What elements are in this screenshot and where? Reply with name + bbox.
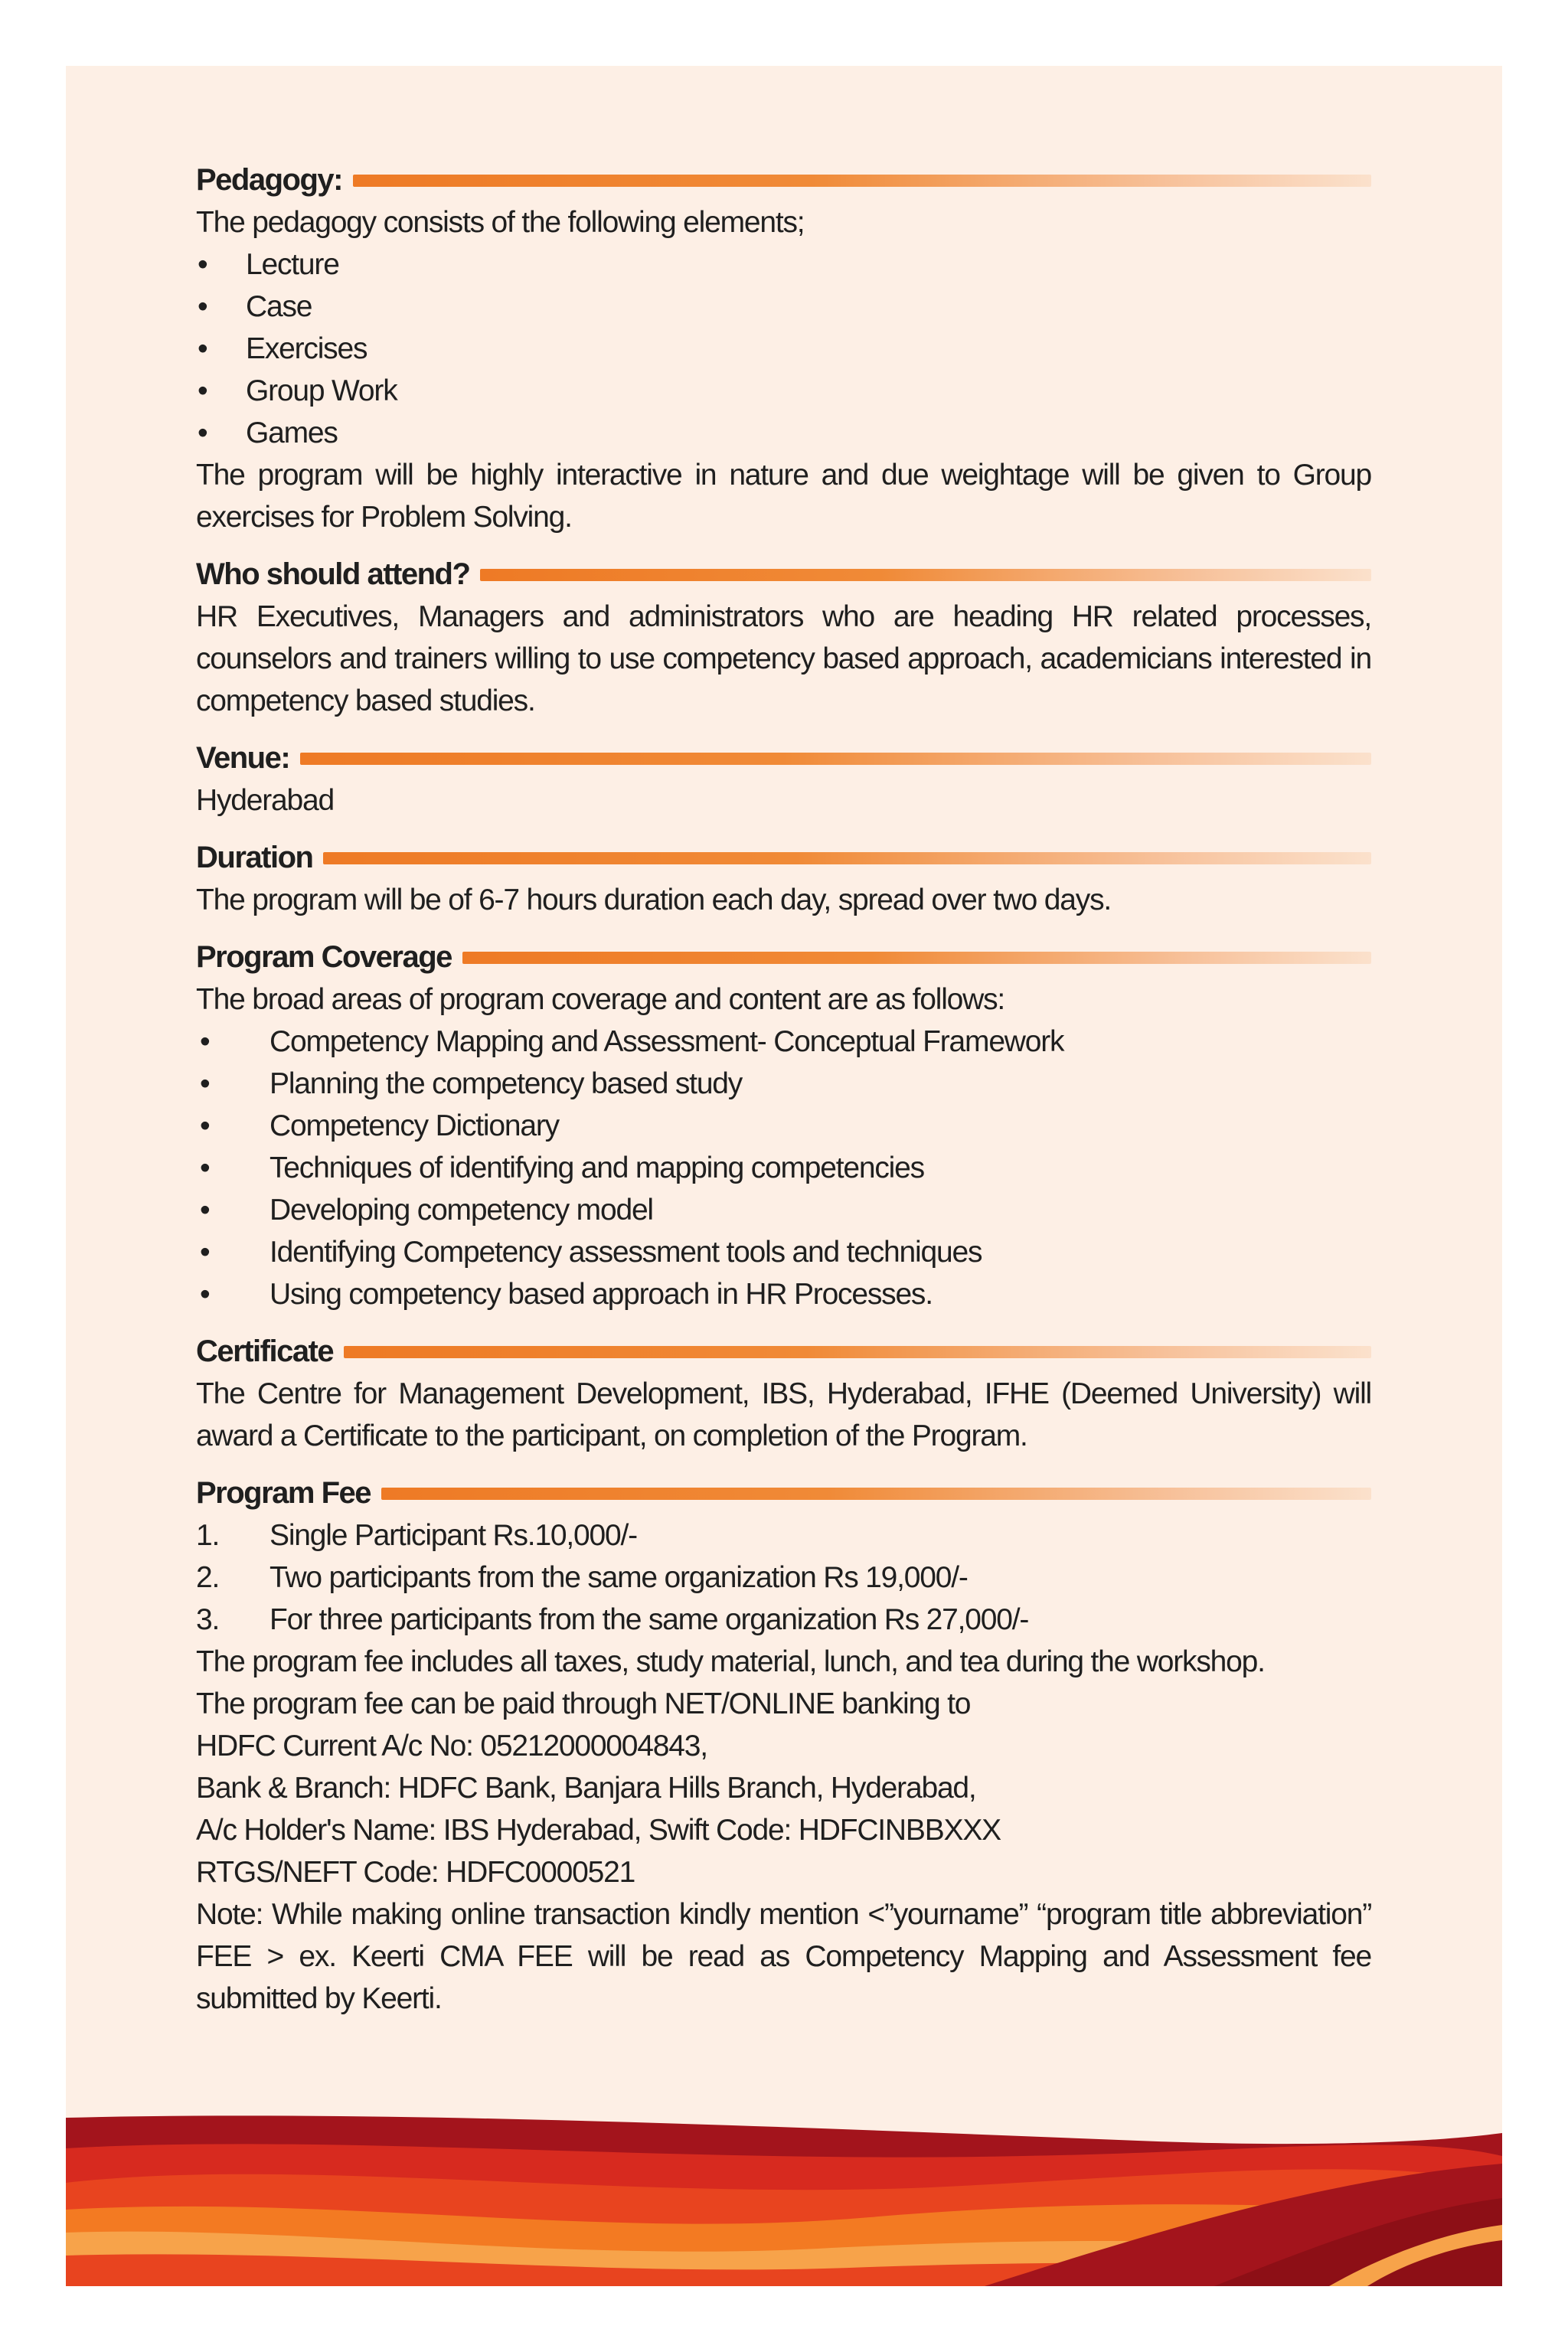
section-heading bbox=[196, 159, 1371, 201]
list-item: • Planning the competency based study bbox=[196, 1063, 1371, 1105]
heading-text: Duration bbox=[196, 841, 313, 874]
item-text: For three participants from the same organization Rs 27,000/- bbox=[270, 1603, 1029, 1636]
section-heading bbox=[196, 936, 1371, 978]
heading-rule bbox=[480, 569, 1371, 581]
section-heading bbox=[196, 1472, 1371, 1514]
list-item: • Competency Mapping and Assessment- Conceptual Framework bbox=[196, 1021, 1371, 1063]
coverage-intro: The broad areas of program coverage and content are as follows: bbox=[196, 983, 1005, 1016]
fee-account-holder: A/c Holder's Name: IBS Hyderabad, Swift Code: HDFCINBBXXX bbox=[196, 1814, 1001, 1847]
venue-text: Hyderabad bbox=[196, 784, 334, 817]
item-text: Single Participant Rs.10,000/- bbox=[270, 1519, 637, 1552]
list-item: • Games bbox=[196, 412, 1371, 454]
list-item bbox=[196, 1599, 1371, 1641]
brochure-page bbox=[66, 66, 1502, 2286]
fee-note: Note: While making online transaction kindly mention <”yourname” “program title abbreviation” FEE > ex. Keerti CMA FEE will be read as Competency Mapping and Assessment fee submitted by Keerti. bbox=[196, 1898, 1371, 2015]
heading-text: Who should attend? bbox=[196, 557, 470, 591]
section-heading bbox=[196, 837, 1371, 879]
item-number: 1. bbox=[196, 1519, 220, 1552]
heading-rule bbox=[462, 952, 1371, 964]
duration-text: The program will be of 6-7 hours duration each day, spread over two days. bbox=[196, 884, 1112, 916]
fee-bank-branch: Bank & Branch: HDFC Bank, Banjara Hills Branch, Hyderabad, bbox=[196, 1772, 976, 1805]
list-item: • Developing competency model bbox=[196, 1189, 1371, 1231]
attend-text: HR Executives, Managers and administrators who are heading HR related processes, counselors and trainers willing to use competency based approach, academicians interested in competency based studies. bbox=[196, 600, 1371, 717]
fee-rtgs-code: RTGS/NEFT Code: HDFC0000521 bbox=[196, 1856, 635, 1889]
pedagogy-intro: The pedagogy consists of the following elements; bbox=[196, 206, 805, 239]
heading-text: Certificate bbox=[196, 1334, 334, 1368]
section-duration bbox=[196, 837, 1371, 921]
list-item: • Techniques of identifying and mapping competencies bbox=[196, 1147, 1371, 1189]
section-program-fee bbox=[196, 1472, 1371, 2020]
heading-text: Venue: bbox=[196, 741, 290, 775]
pedagogy-closing: The program will be highly interactive in nature and due weightage will be given to Group exercises for Problem Solving. bbox=[196, 459, 1371, 534]
section-certificate bbox=[196, 1331, 1371, 1457]
fee-account-number: HDFC Current A/c No: 05212000004843, bbox=[196, 1730, 707, 1762]
list-item bbox=[196, 1514, 1371, 1557]
section-who-should-attend bbox=[196, 554, 1371, 722]
fee-list bbox=[196, 1514, 1371, 1641]
heading-text: Pedagogy: bbox=[196, 163, 342, 197]
decorative-waves bbox=[66, 2110, 1502, 2286]
fee-includes: The program fee includes all taxes, study material, lunch, and tea during the workshop. bbox=[196, 1645, 1265, 1678]
list-item: • Using competency based approach in HR Processes. bbox=[196, 1273, 1371, 1315]
item-number: 3. bbox=[196, 1603, 220, 1636]
fee-payment-method: The program fee can be paid through NET/ONLINE banking to bbox=[196, 1687, 971, 1720]
heading-rule bbox=[300, 753, 1371, 765]
list-item: • Group Work bbox=[196, 370, 1371, 412]
item-text: Two participants from the same organization Rs 19,000/- bbox=[270, 1561, 968, 1594]
section-pedagogy bbox=[196, 159, 1371, 538]
list-item: • Lecture bbox=[196, 243, 1371, 286]
list-item bbox=[196, 1557, 1371, 1599]
item-number: 2. bbox=[196, 1561, 220, 1594]
heading-rule bbox=[381, 1488, 1371, 1500]
brochure-content bbox=[196, 159, 1371, 2035]
section-heading bbox=[196, 554, 1371, 596]
section-heading bbox=[196, 1331, 1371, 1373]
list-item: • Exercises bbox=[196, 328, 1371, 370]
section-venue bbox=[196, 737, 1371, 822]
coverage-list bbox=[196, 1021, 1371, 1315]
heading-text: Program Coverage bbox=[196, 940, 452, 974]
certificate-text: The Centre for Management Development, IBS, Hyderabad, IFHE (Deemed University) will award a Certificate to the participant, on completion of the Program. bbox=[196, 1377, 1371, 1452]
heading-rule bbox=[344, 1346, 1371, 1358]
section-program-coverage bbox=[196, 936, 1371, 1315]
heading-rule bbox=[323, 852, 1371, 864]
heading-rule bbox=[353, 175, 1371, 187]
section-heading bbox=[196, 737, 1371, 779]
pedagogy-list bbox=[196, 243, 1371, 454]
list-item: • Identifying Competency assessment tools and techniques bbox=[196, 1231, 1371, 1273]
list-item: • Competency Dictionary bbox=[196, 1105, 1371, 1147]
heading-text: Program Fee bbox=[196, 1476, 371, 1510]
list-item: • Case bbox=[196, 286, 1371, 328]
